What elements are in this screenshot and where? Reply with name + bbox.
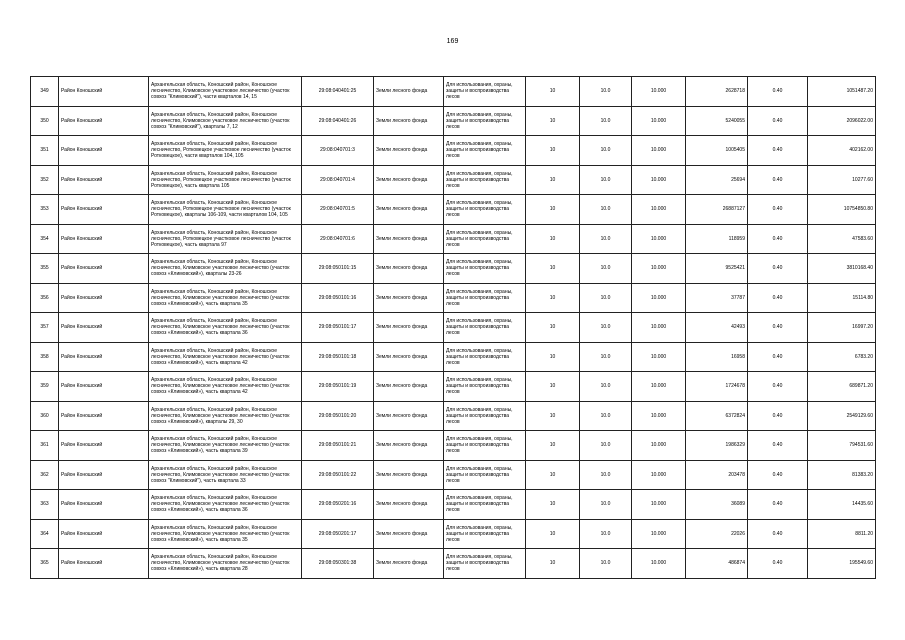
table-row bbox=[31, 460, 876, 490]
land-category-cell: Земли лесного фонда bbox=[374, 195, 444, 225]
permitted-use-cell: Для использования, охраны, защиты и воспроизводства лесов bbox=[444, 549, 526, 579]
location-cell: Архангельская область, Коношский район, Коношское лесничество, Климовское участковое лесничество (участок совхоз «Климовский»), часть квартала 42 bbox=[149, 342, 302, 372]
rate-cell: 0.40 bbox=[748, 283, 808, 313]
area-cell: 42493 bbox=[686, 313, 748, 343]
area-cell: 1986329 bbox=[686, 431, 748, 461]
sum-cell: 14435.60 bbox=[808, 490, 876, 520]
value-b-cell: 10.0 bbox=[580, 106, 632, 136]
district-cell: Район Коношский bbox=[59, 342, 149, 372]
table-row bbox=[31, 401, 876, 431]
location-cell: Архангельская область, Коношский район, Коношское лесничество, Климовское участковое лесничество (участок совхоз «Климовский»), кварталы 23-26 bbox=[149, 254, 302, 284]
sum-cell: 195549.60 bbox=[808, 549, 876, 579]
row-number-cell: 349 bbox=[31, 77, 59, 107]
value-c-cell: 10.000 bbox=[632, 106, 686, 136]
permitted-use-cell: Для использования, охраны, защиты и воспроизводства лесов bbox=[444, 490, 526, 520]
location-cell: Архангельская область, Коношский район, Коношское лесничество, Ротковецкое участковое лесничество (участок Ротковецкое), часть квартала 105 bbox=[149, 165, 302, 195]
value-b-cell: 10.0 bbox=[580, 224, 632, 254]
value-b-cell: 10.0 bbox=[580, 342, 632, 372]
value-c-cell: 10.000 bbox=[632, 136, 686, 166]
permitted-use-cell: Для использования, охраны, защиты и воспроизводства лесов bbox=[444, 195, 526, 225]
value-c-cell: 10.000 bbox=[632, 313, 686, 343]
value-a-cell: 10 bbox=[526, 549, 580, 579]
value-c-cell: 10.000 bbox=[632, 165, 686, 195]
district-cell: Район Коношский bbox=[59, 136, 149, 166]
value-c-cell: 10.000 bbox=[632, 401, 686, 431]
row-number-cell: 357 bbox=[31, 313, 59, 343]
land-category-cell: Земли лесного фонда bbox=[374, 165, 444, 195]
sum-cell: 10277.60 bbox=[808, 165, 876, 195]
sum-cell: 15114.80 bbox=[808, 283, 876, 313]
area-cell: 22026 bbox=[686, 519, 748, 549]
table-row bbox=[31, 283, 876, 313]
district-cell: Район Коношский bbox=[59, 372, 149, 402]
rate-cell: 0.40 bbox=[748, 313, 808, 343]
value-b-cell: 10.0 bbox=[580, 77, 632, 107]
sum-cell: 16997.20 bbox=[808, 313, 876, 343]
location-cell: Архангельская область, Коношский район, Коношское лесничество, Климовское участковое лесничество (участок совхоз «Климовский»), часть квартала 35 bbox=[149, 519, 302, 549]
district-cell: Район Коношский bbox=[59, 77, 149, 107]
sum-cell: 10754850.80 bbox=[808, 195, 876, 225]
sum-cell: 47583.60 bbox=[808, 224, 876, 254]
cadastral-number-cell: 29:08:050101:19 bbox=[302, 372, 374, 402]
cadastral-number-cell: 29:08:050301:38 bbox=[302, 549, 374, 579]
permitted-use-cell: Для использования, охраны, защиты и воспроизводства лесов bbox=[444, 519, 526, 549]
value-a-cell: 10 bbox=[526, 77, 580, 107]
cadastral-number-cell: 29:08:040701:6 bbox=[302, 224, 374, 254]
cadastral-number-cell: 29:08:050201:16 bbox=[302, 490, 374, 520]
row-number-cell: 361 bbox=[31, 431, 59, 461]
cadastral-number-cell: 29:08:050101:15 bbox=[302, 254, 374, 284]
row-number-cell: 354 bbox=[31, 224, 59, 254]
district-cell: Район Коношский bbox=[59, 431, 149, 461]
location-cell: Архангельская область, Коношский район, Коношское лесничество, Климовское участковое лесничество (участок совхоз «Климовский»), часть квартала 42 bbox=[149, 372, 302, 402]
value-b-cell: 10.0 bbox=[580, 372, 632, 402]
row-number-cell: 364 bbox=[31, 519, 59, 549]
district-cell: Район Коношский bbox=[59, 224, 149, 254]
location-cell: Архангельская область, Коношский район, Коношское лесничество, Ротковецкое участковое лесничество (участок Ротковецкое), часть квартала 97 bbox=[149, 224, 302, 254]
row-number-cell: 363 bbox=[31, 490, 59, 520]
row-number-cell: 362 bbox=[31, 460, 59, 490]
land-category-cell: Земли лесного фонда bbox=[374, 136, 444, 166]
rate-cell: 0.40 bbox=[748, 431, 808, 461]
location-cell: Архангельская область, Коношский район, Коношское лесничество, Климовское участковое лесничество (участок совхоз "Климовский"), части кварталов 14, 15 bbox=[149, 77, 302, 107]
rate-cell: 0.40 bbox=[748, 460, 808, 490]
district-cell: Район Коношский bbox=[59, 195, 149, 225]
location-cell: Архангельская область, Коношский район, Коношское лесничество, Ротковецкое участковое лесничество (участок Ротковецкое), кварталы 106-109, части кварталов 104, 105 bbox=[149, 195, 302, 225]
land-category-cell: Земли лесного фонда bbox=[374, 401, 444, 431]
district-cell: Район Коношский bbox=[59, 460, 149, 490]
area-cell: 118959 bbox=[686, 224, 748, 254]
cadastral-number-cell: 29:08:040401:26 bbox=[302, 106, 374, 136]
row-number-cell: 365 bbox=[31, 549, 59, 579]
permitted-use-cell: Для использования, охраны, защиты и воспроизводства лесов bbox=[444, 77, 526, 107]
value-a-cell: 10 bbox=[526, 254, 580, 284]
district-cell: Район Коношский bbox=[59, 490, 149, 520]
permitted-use-cell: Для использования, охраны, защиты и воспроизводства лесов bbox=[444, 254, 526, 284]
cadastral-number-cell: 29:08:050101:18 bbox=[302, 342, 374, 372]
permitted-use-cell: Для использования, охраны, защиты и воспроизводства лесов bbox=[444, 460, 526, 490]
location-cell: Архангельская область, Коношский район, Коношское лесничество, Климовское участковое лесничество (участок совхоз «Климовский»), часть квартала 28 bbox=[149, 549, 302, 579]
value-b-cell: 10.0 bbox=[580, 165, 632, 195]
location-cell: Архангельская область, Коношский район, Коношское лесничество, Климовское участковое лесничество (участок совхоз «Климовский»), часть квартала 39 bbox=[149, 431, 302, 461]
rate-cell: 0.40 bbox=[748, 519, 808, 549]
sum-cell: 402162.00 bbox=[808, 136, 876, 166]
table-row bbox=[31, 519, 876, 549]
permitted-use-cell: Для использования, охраны, защиты и воспроизводства лесов bbox=[444, 313, 526, 343]
area-cell: 16958 bbox=[686, 342, 748, 372]
table-row bbox=[31, 224, 876, 254]
land-category-cell: Земли лесного фонда bbox=[374, 254, 444, 284]
sum-cell: 81383.20 bbox=[808, 460, 876, 490]
location-cell: Архангельская область, Коношский район, Коношское лесничество, Климовское участковое лесничество (участок совхоз "Климовский"), кварталы 7, 12 bbox=[149, 106, 302, 136]
cadastral-number-cell: 29:08:050101:16 bbox=[302, 283, 374, 313]
row-number-cell: 351 bbox=[31, 136, 59, 166]
value-a-cell: 10 bbox=[526, 106, 580, 136]
cadastral-number-cell: 29:08:040701:5 bbox=[302, 195, 374, 225]
district-cell: Район Коношский bbox=[59, 519, 149, 549]
row-number-cell: 358 bbox=[31, 342, 59, 372]
value-a-cell: 10 bbox=[526, 165, 580, 195]
value-c-cell: 10.000 bbox=[632, 549, 686, 579]
permitted-use-cell: Для использования, охраны, защиты и воспроизводства лесов bbox=[444, 431, 526, 461]
value-b-cell: 10.0 bbox=[580, 195, 632, 225]
permitted-use-cell: Для использования, охраны, защиты и воспроизводства лесов bbox=[444, 106, 526, 136]
value-c-cell: 10.000 bbox=[632, 431, 686, 461]
area-cell: 6372824 bbox=[686, 401, 748, 431]
value-c-cell: 10.000 bbox=[632, 224, 686, 254]
table-row bbox=[31, 136, 876, 166]
area-cell: 25694 bbox=[686, 165, 748, 195]
value-a-cell: 10 bbox=[526, 519, 580, 549]
sum-cell: 1051487.20 bbox=[808, 77, 876, 107]
row-number-cell: 356 bbox=[31, 283, 59, 313]
row-number-cell: 352 bbox=[31, 165, 59, 195]
value-c-cell: 10.000 bbox=[632, 195, 686, 225]
land-category-cell: Земли лесного фонда bbox=[374, 372, 444, 402]
value-b-cell: 10.0 bbox=[580, 519, 632, 549]
permitted-use-cell: Для использования, охраны, защиты и воспроизводства лесов bbox=[444, 283, 526, 313]
land-category-cell: Земли лесного фонда bbox=[374, 77, 444, 107]
value-a-cell: 10 bbox=[526, 490, 580, 520]
page-number: 169 bbox=[446, 38, 459, 45]
cadastral-number-cell: 29:08:050201:17 bbox=[302, 519, 374, 549]
sum-cell: 2096022.00 bbox=[808, 106, 876, 136]
location-cell: Архангельская область, Коношский район, Коношское лесничество, Климовское участковое лесничество (участок совхоз «Климовский»), часть квартала 35 bbox=[149, 283, 302, 313]
value-a-cell: 10 bbox=[526, 460, 580, 490]
table-row bbox=[31, 254, 876, 284]
location-cell: Архангельская область, Коношский район, Коношское лесничество, Климовское участковое лесничество (участок совхоз "Климовский"), часть квартала 33 bbox=[149, 460, 302, 490]
value-a-cell: 10 bbox=[526, 372, 580, 402]
rate-cell: 0.40 bbox=[748, 77, 808, 107]
permitted-use-cell: Для использования, охраны, защиты и воспроизводства лесов bbox=[444, 372, 526, 402]
value-b-cell: 10.0 bbox=[580, 401, 632, 431]
area-cell: 5240055 bbox=[686, 106, 748, 136]
sum-cell: 794531.60 bbox=[808, 431, 876, 461]
rate-cell: 0.40 bbox=[748, 372, 808, 402]
area-cell: 9525421 bbox=[686, 254, 748, 284]
permitted-use-cell: Для использования, охраны, защиты и воспроизводства лесов bbox=[444, 136, 526, 166]
rate-cell: 0.40 bbox=[748, 490, 808, 520]
value-a-cell: 10 bbox=[526, 431, 580, 461]
table-row bbox=[31, 77, 876, 107]
value-a-cell: 10 bbox=[526, 283, 580, 313]
table-row bbox=[31, 372, 876, 402]
rate-cell: 0.40 bbox=[748, 106, 808, 136]
row-number-cell: 350 bbox=[31, 106, 59, 136]
sum-cell: 3810168.40 bbox=[808, 254, 876, 284]
sum-cell: 2549129.60 bbox=[808, 401, 876, 431]
value-c-cell: 10.000 bbox=[632, 77, 686, 107]
rate-cell: 0.40 bbox=[748, 549, 808, 579]
land-category-cell: Земли лесного фонда bbox=[374, 313, 444, 343]
area-cell: 26887127 bbox=[686, 195, 748, 225]
area-cell: 37787 bbox=[686, 283, 748, 313]
land-register-table bbox=[30, 76, 876, 579]
area-cell: 1005405 bbox=[686, 136, 748, 166]
value-c-cell: 10.000 bbox=[632, 342, 686, 372]
district-cell: Район Коношский bbox=[59, 401, 149, 431]
location-cell: Архангельская область, Коношский район, Коношское лесничество, Климовское участковое лесничество (участок совхоз «Климовский»), кварталы 29, 30 bbox=[149, 401, 302, 431]
permitted-use-cell: Для использования, охраны, защиты и воспроизводства лесов bbox=[444, 401, 526, 431]
value-c-cell: 10.000 bbox=[632, 460, 686, 490]
value-b-cell: 10.0 bbox=[580, 549, 632, 579]
table-row bbox=[31, 195, 876, 225]
district-cell: Район Коношский bbox=[59, 283, 149, 313]
cadastral-number-cell: 29:08:050101:22 bbox=[302, 460, 374, 490]
value-c-cell: 10.000 bbox=[632, 254, 686, 284]
value-b-cell: 10.0 bbox=[580, 460, 632, 490]
value-a-cell: 10 bbox=[526, 342, 580, 372]
table-row bbox=[31, 490, 876, 520]
rate-cell: 0.40 bbox=[748, 224, 808, 254]
district-cell: Район Коношский bbox=[59, 165, 149, 195]
area-cell: 2628718 bbox=[686, 77, 748, 107]
cadastral-number-cell: 29:08:050101:21 bbox=[302, 431, 374, 461]
value-b-cell: 10.0 bbox=[580, 254, 632, 284]
land-category-cell: Земли лесного фонда bbox=[374, 490, 444, 520]
area-cell: 486874 bbox=[686, 549, 748, 579]
land-category-cell: Земли лесного фонда bbox=[374, 283, 444, 313]
table-row bbox=[31, 549, 876, 579]
value-b-cell: 10.0 bbox=[580, 283, 632, 313]
row-number-cell: 359 bbox=[31, 372, 59, 402]
sum-cell: 6783.20 bbox=[808, 342, 876, 372]
rate-cell: 0.40 bbox=[748, 195, 808, 225]
permitted-use-cell: Для использования, охраны, защиты и воспроизводства лесов bbox=[444, 165, 526, 195]
table-body bbox=[31, 77, 876, 579]
value-b-cell: 10.0 bbox=[580, 431, 632, 461]
location-cell: Архангельская область, Коношский район, Коношское лесничество, Климовское участковое лесничество (участок совхоз «Климовский»), часть квартала 36 bbox=[149, 490, 302, 520]
cadastral-number-cell: 29:08:050101:17 bbox=[302, 313, 374, 343]
area-cell: 203478 bbox=[686, 460, 748, 490]
sum-cell: 8811.20 bbox=[808, 519, 876, 549]
area-cell: 36089 bbox=[686, 490, 748, 520]
land-category-cell: Земли лесного фонда bbox=[374, 460, 444, 490]
value-c-cell: 10.000 bbox=[632, 519, 686, 549]
value-c-cell: 10.000 bbox=[632, 372, 686, 402]
value-c-cell: 10.000 bbox=[632, 283, 686, 313]
land-category-cell: Земли лесного фонда bbox=[374, 549, 444, 579]
land-category-cell: Земли лесного фонда bbox=[374, 342, 444, 372]
sum-cell: 689871.20 bbox=[808, 372, 876, 402]
value-a-cell: 10 bbox=[526, 195, 580, 225]
cadastral-number-cell: 29:08:040701:3 bbox=[302, 136, 374, 166]
table-row bbox=[31, 313, 876, 343]
land-category-cell: Земли лесного фонда bbox=[374, 224, 444, 254]
area-cell: 1724678 bbox=[686, 372, 748, 402]
land-category-cell: Земли лесного фонда bbox=[374, 106, 444, 136]
value-a-cell: 10 bbox=[526, 401, 580, 431]
cadastral-number-cell: 29:08:040701:4 bbox=[302, 165, 374, 195]
value-a-cell: 10 bbox=[526, 313, 580, 343]
permitted-use-cell: Для использования, охраны, защиты и воспроизводства лесов bbox=[444, 224, 526, 254]
value-b-cell: 10.0 bbox=[580, 136, 632, 166]
row-number-cell: 360 bbox=[31, 401, 59, 431]
cadastral-number-cell: 29:08:040401:25 bbox=[302, 77, 374, 107]
value-c-cell: 10.000 bbox=[632, 490, 686, 520]
cadastral-number-cell: 29:08:050101:20 bbox=[302, 401, 374, 431]
value-b-cell: 10.0 bbox=[580, 313, 632, 343]
district-cell: Район Коношский bbox=[59, 313, 149, 343]
rate-cell: 0.40 bbox=[748, 342, 808, 372]
district-cell: Район Коношский bbox=[59, 549, 149, 579]
location-cell: Архангельская область, Коношский район, Коношское лесничество, Ротковецкое участковое лесничество (участок Ротковецкое), части кварталов 104, 105 bbox=[149, 136, 302, 166]
district-cell: Район Коношский bbox=[59, 254, 149, 284]
table-row bbox=[31, 342, 876, 372]
rate-cell: 0.40 bbox=[748, 401, 808, 431]
land-category-cell: Земли лесного фонда bbox=[374, 431, 444, 461]
rate-cell: 0.40 bbox=[748, 165, 808, 195]
value-b-cell: 10.0 bbox=[580, 490, 632, 520]
table-row bbox=[31, 165, 876, 195]
row-number-cell: 355 bbox=[31, 254, 59, 284]
table-row bbox=[31, 431, 876, 461]
permitted-use-cell: Для использования, охраны, защиты и воспроизводства лесов bbox=[444, 342, 526, 372]
value-a-cell: 10 bbox=[526, 224, 580, 254]
location-cell: Архангельская область, Коношский район, Коношское лесничество, Климовское участковое лесничество (участок совхоз «Климовский»), часть квартала 36 bbox=[149, 313, 302, 343]
row-number-cell: 353 bbox=[31, 195, 59, 225]
table-row bbox=[31, 106, 876, 136]
rate-cell: 0.40 bbox=[748, 254, 808, 284]
district-cell: Район Коношский bbox=[59, 106, 149, 136]
value-a-cell: 10 bbox=[526, 136, 580, 166]
land-category-cell: Земли лесного фонда bbox=[374, 519, 444, 549]
rate-cell: 0.40 bbox=[748, 136, 808, 166]
